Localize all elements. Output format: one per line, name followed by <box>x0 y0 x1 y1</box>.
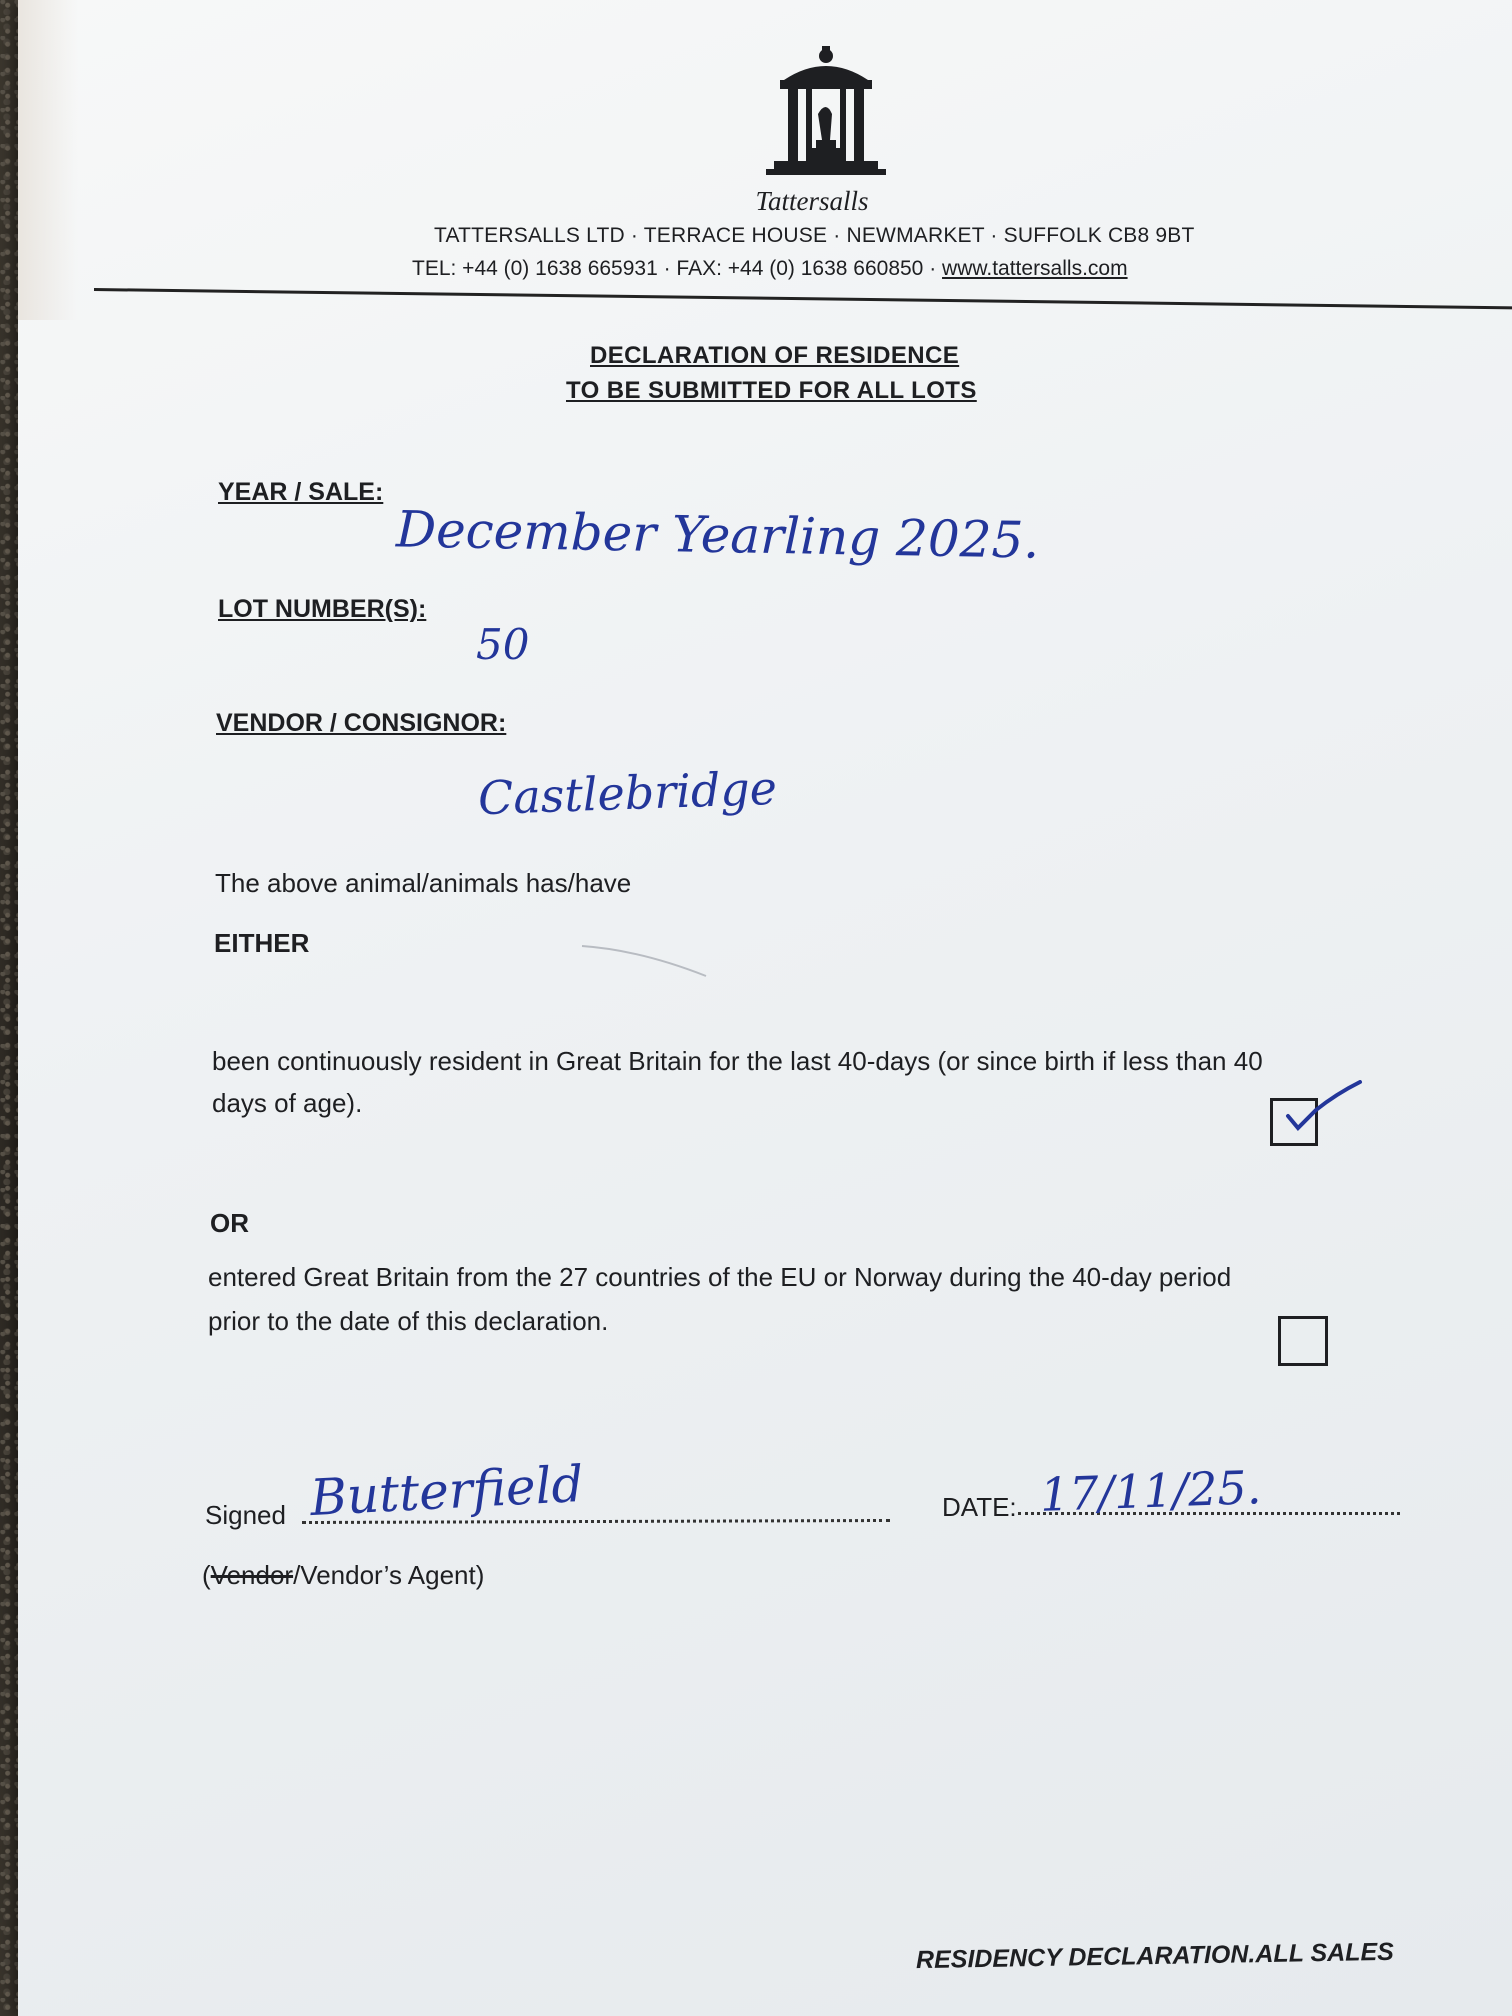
signatory-role <box>202 1560 484 1591</box>
date-label: DATE: <box>942 1492 1017 1522</box>
company-address: TATTERSALLS LTD · TERRACE HOUSE · NEWMARKET · SUFFOLK CB8 9BT <box>434 224 1195 247</box>
statement-intro: The above animal/animals has/have <box>215 868 632 898</box>
vendor-value: Castlebridge <box>477 760 778 826</box>
checkmark-icon <box>1276 1080 1366 1140</box>
lot-number-label: LOT NUMBER(S): <box>218 595 427 623</box>
signed-label: Signed <box>205 1500 286 1530</box>
date-value: 17/11/25. <box>1039 1460 1263 1522</box>
contact-numbers: TEL: +44 (0) 1638 665931 · FAX: +44 (0) 1638 660850 · <box>412 257 943 280</box>
year-sale-value: December Yearling 2025. <box>395 500 1040 570</box>
brand-name: Tattersalls <box>755 186 869 216</box>
website-link[interactable]: www.tattersalls.com <box>942 257 1128 280</box>
vendor-label: VENDOR / CONSIGNOR: <box>216 709 507 737</box>
option2-text-line1: entered Great Britain from the 27 countries of the EU or Norway during the 40-day period <box>208 1262 1232 1292</box>
or-heading: OR <box>210 1208 249 1238</box>
rotunda-statue-logo-icon <box>766 44 886 184</box>
option2-checkbox[interactable] <box>1278 1316 1328 1366</box>
pencil-smudge <box>580 940 710 980</box>
form-title: DECLARATION OF RESIDENCE <box>590 342 960 369</box>
form-footer: RESIDENCY DECLARATION.ALL SALES <box>915 1937 1395 1975</box>
option2-text-line2: prior to the date of this declaration. <box>208 1306 609 1336</box>
declaration-form <box>18 0 1512 2016</box>
signature-value: Butterfield <box>308 1454 585 1528</box>
form-subtitle: TO BE SUBMITTED FOR ALL LOTS <box>566 377 977 404</box>
either-heading: EITHER <box>214 928 310 958</box>
role-open-paren: ( <box>202 1560 211 1590</box>
role-struck-vendor: Vendor <box>210 1560 294 1590</box>
option1-text-line1: been continuously resident in Great Britain for the last 40-days (or since birth if less than 40 <box>212 1046 1263 1076</box>
option1-text-line2: days of age). <box>212 1088 363 1118</box>
year-sale-label: YEAR / SALE: <box>218 478 384 506</box>
company-contact <box>412 257 1128 281</box>
role-vendor-agent: /Vendor’s Agent) <box>293 1560 485 1590</box>
lot-number-value: 50 <box>476 620 530 669</box>
